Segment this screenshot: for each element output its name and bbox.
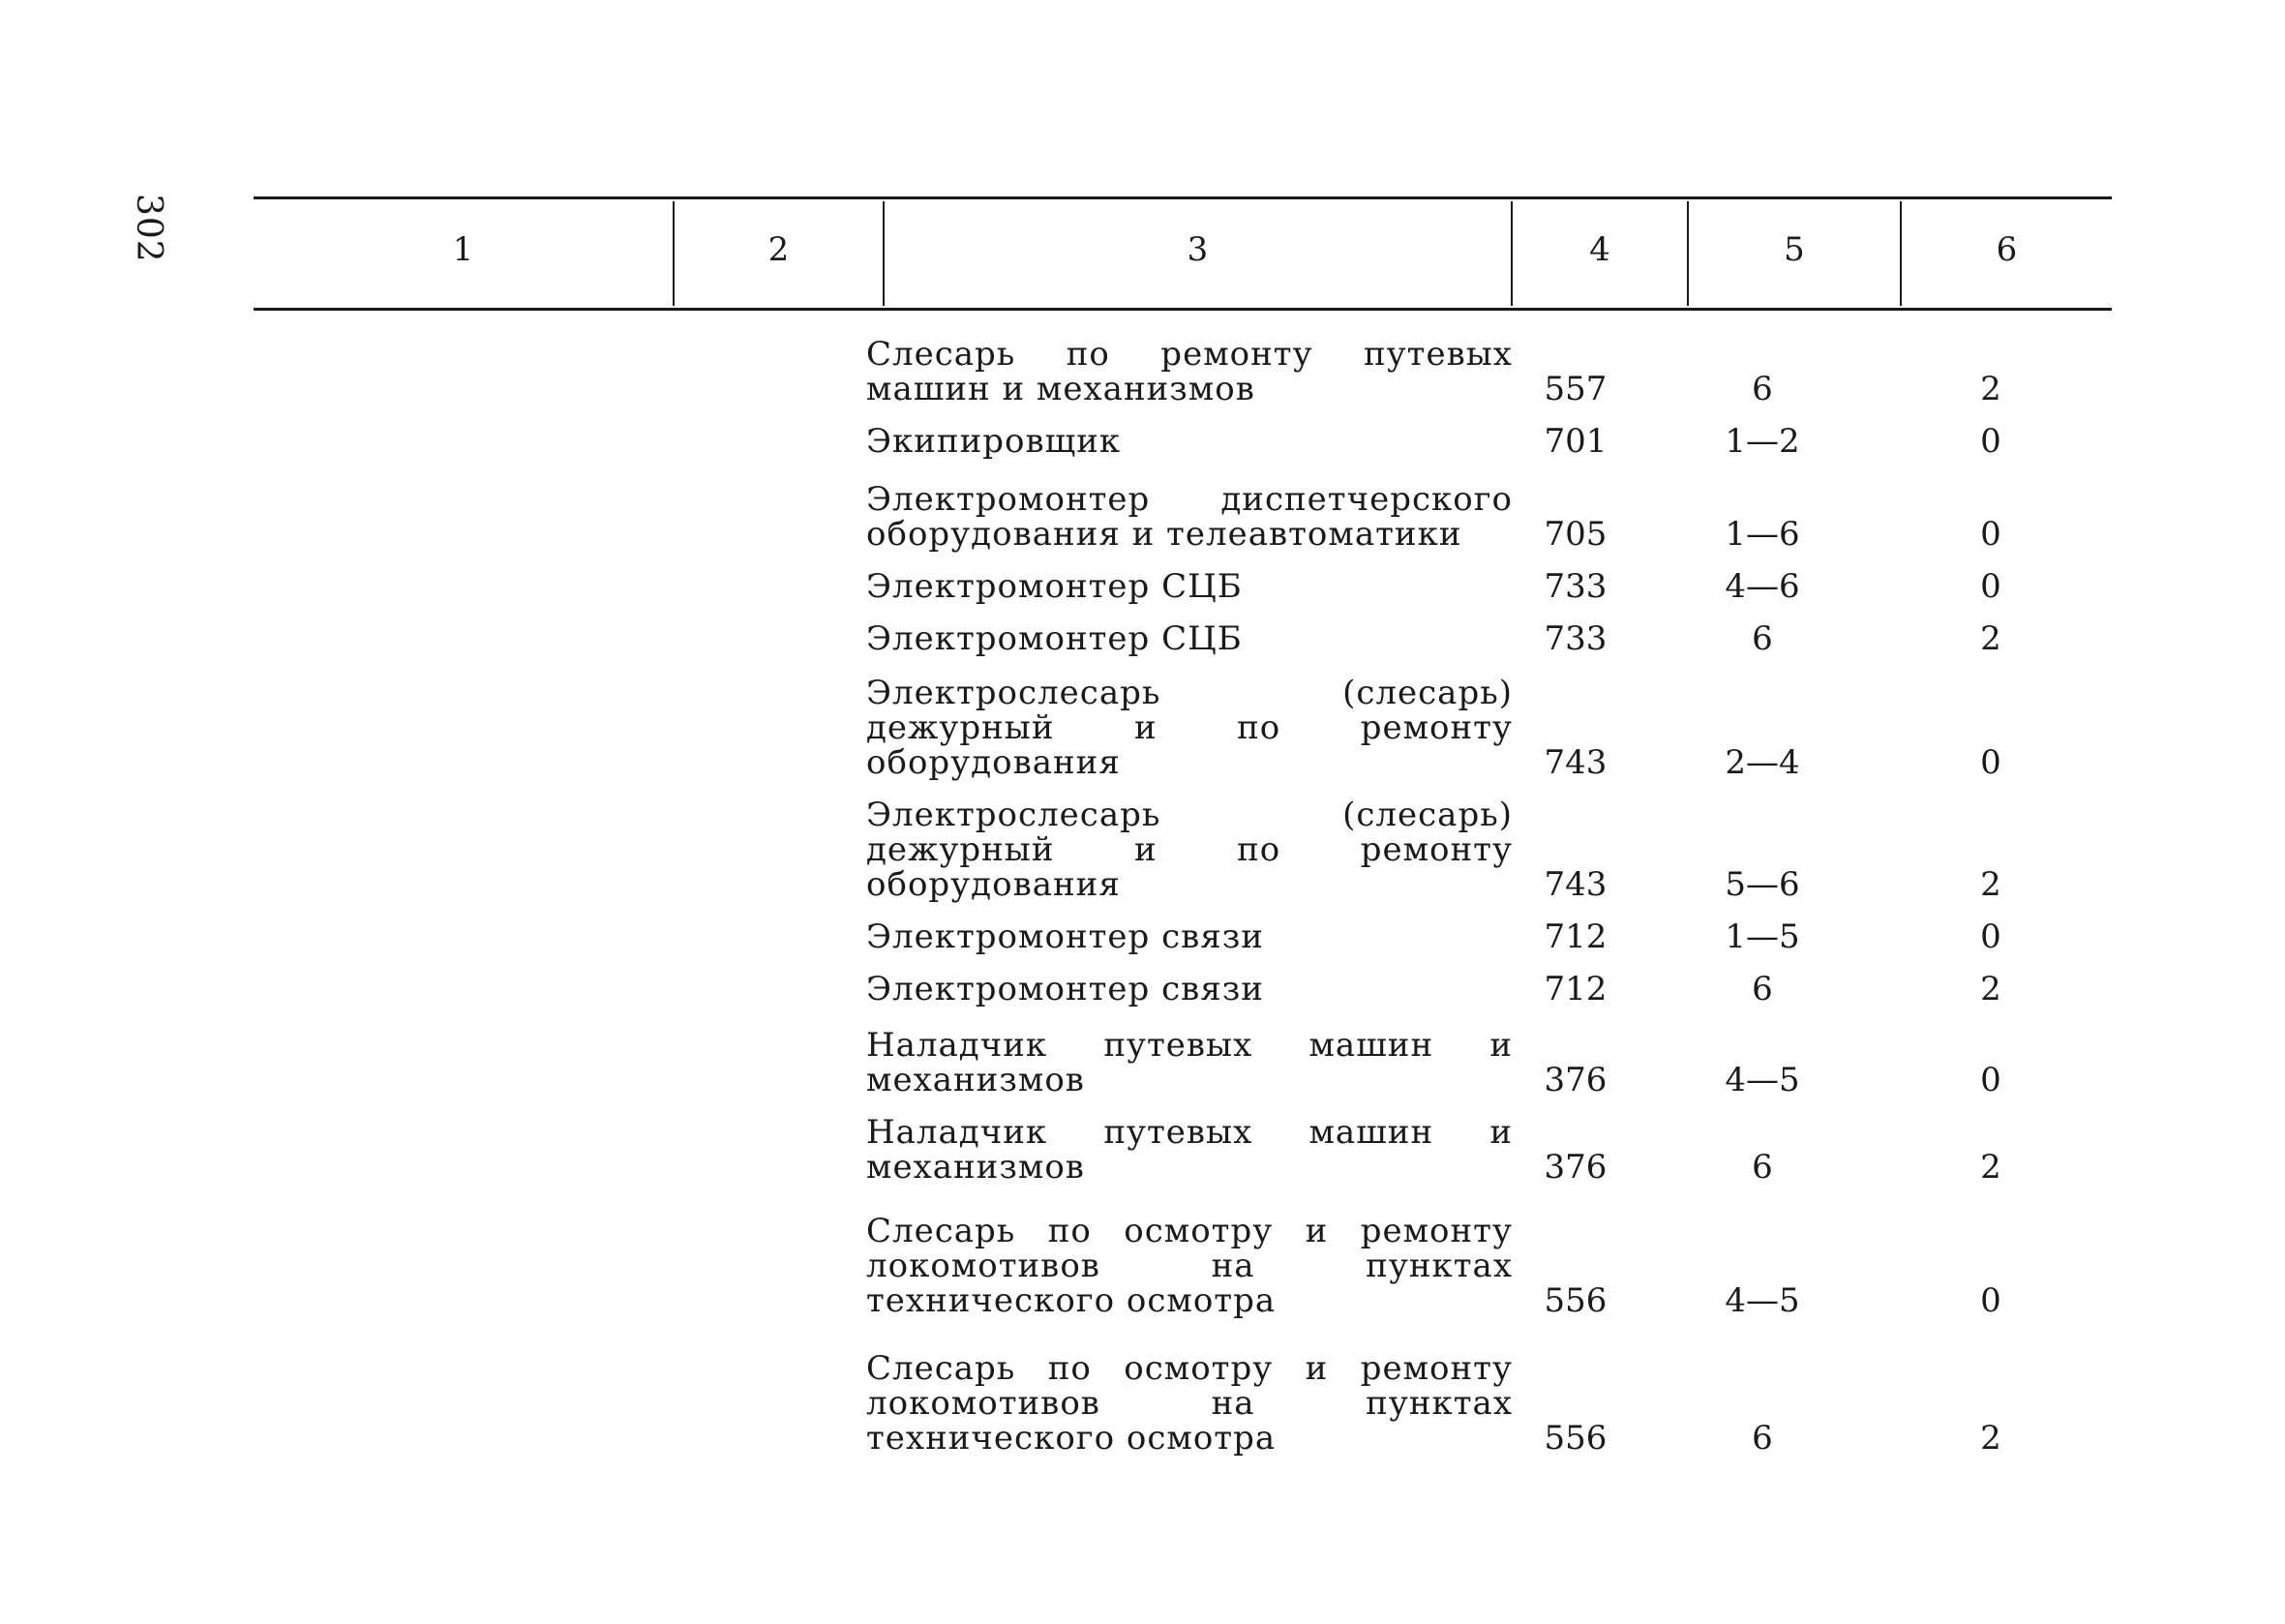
- value-col-6: 2: [1980, 619, 2001, 658]
- table-row: [866, 676, 2095, 780]
- grade-range: 6: [1752, 1148, 1773, 1187]
- value-col-6: 0: [1980, 567, 2001, 606]
- value-col-6: 2: [1980, 865, 2001, 904]
- table-row: [866, 569, 2095, 604]
- occupation-name: Слесарь по осмотру и ремонту локомотивов на пунктах технического осмотра: [866, 1212, 1513, 1320]
- occupation-name: Слесарь по ремонту путевых машин и механизмов: [866, 335, 1513, 408]
- table-body: [866, 337, 2095, 1456]
- value-col-6: 2: [1980, 1148, 2001, 1187]
- value-col-6: 0: [1980, 743, 2001, 782]
- value-col-6: 0: [1980, 422, 2001, 461]
- grade-range: 6: [1752, 619, 1773, 658]
- occupation-code: 712: [1544, 970, 1608, 1008]
- grade-range: 4—6: [1725, 567, 1800, 606]
- occupation-name: Электромонтер СЦБ: [866, 567, 1243, 606]
- occupation-code: 743: [1544, 865, 1608, 904]
- occupation-code: 376: [1544, 1061, 1608, 1099]
- grade-range: 6: [1752, 1419, 1773, 1458]
- grade-range: 4—5: [1725, 1281, 1800, 1320]
- occupation-code: 557: [1544, 370, 1608, 408]
- header-col-3: 3: [1187, 230, 1209, 269]
- occupation-code: 705: [1544, 515, 1608, 554]
- table-row: [866, 424, 2095, 459]
- grade-range: 1—6: [1725, 515, 1800, 554]
- header-col-6: 6: [1996, 230, 2018, 269]
- table-row: [866, 972, 2095, 1007]
- grade-range: 1—2: [1725, 422, 1800, 461]
- table-row: [866, 1115, 2095, 1185]
- value-col-6: 0: [1980, 515, 2001, 554]
- page-number: 302: [129, 194, 168, 263]
- header-col-2: 2: [767, 230, 790, 269]
- occupation-code: 743: [1544, 743, 1608, 782]
- grade-range: 5—6: [1725, 865, 1800, 904]
- occupation-name: Электрослесарь (слесарь) дежурный и по ремонту оборудования: [866, 796, 1513, 904]
- grade-range: 4—5: [1725, 1061, 1800, 1099]
- table-row: [866, 482, 2095, 552]
- table-row: [866, 1028, 2095, 1098]
- table-row: [866, 919, 2095, 954]
- value-col-6: 0: [1980, 1061, 2001, 1099]
- occupation-code: 712: [1544, 917, 1608, 956]
- occupation-name: Наладчик путевых машин и механизмов: [866, 1026, 1513, 1099]
- occupation-code: 733: [1544, 619, 1608, 658]
- grade-range: 6: [1752, 970, 1773, 1008]
- occupation-name: Электромонтер СЦБ: [866, 619, 1243, 658]
- header-col-4: 4: [1589, 230, 1610, 269]
- table-row: [866, 621, 2095, 656]
- header-bottom-rule: [254, 308, 2112, 311]
- table-row: [866, 1351, 2095, 1456]
- occupation-name: Наладчик путевых машин и механизмов: [866, 1113, 1513, 1187]
- occupation-code: 556: [1544, 1281, 1608, 1320]
- occupation-code: 556: [1544, 1419, 1608, 1458]
- occupation-code: 733: [1544, 567, 1608, 606]
- occupation-code: 701: [1544, 422, 1608, 461]
- header-top-rule: [254, 196, 2112, 199]
- value-col-6: 2: [1980, 1419, 2001, 1458]
- header-col-5: 5: [1784, 230, 1805, 269]
- occupation-name: Слесарь по осмотру и ремонту локомотивов на пунктах технического осмотра: [866, 1349, 1513, 1458]
- table-row: [866, 1214, 2095, 1318]
- header-col-1: 1: [452, 230, 474, 269]
- grade-range: 2—4: [1725, 743, 1800, 782]
- value-col-6: 2: [1980, 370, 2001, 408]
- grade-range: 6: [1752, 370, 1773, 408]
- table-row: [866, 797, 2095, 902]
- occupation-code: 376: [1544, 1148, 1608, 1187]
- occupation-name: Электромонтер связи: [866, 970, 1264, 1008]
- grade-range: 1—5: [1725, 917, 1800, 956]
- occupation-name: Экипировщик: [866, 422, 1122, 461]
- value-col-6: 0: [1980, 917, 2001, 956]
- table-row: [866, 337, 2095, 406]
- value-col-6: 0: [1980, 1281, 2001, 1320]
- occupation-name: Электромонтер диспетчерского оборудования и телеавтоматики: [866, 480, 1513, 554]
- value-col-6: 2: [1980, 970, 2001, 1008]
- occupation-name: Электрослесарь (слесарь) дежурный и по ремонту оборудования: [866, 674, 1513, 782]
- occupation-name: Электромонтер связи: [866, 917, 1264, 956]
